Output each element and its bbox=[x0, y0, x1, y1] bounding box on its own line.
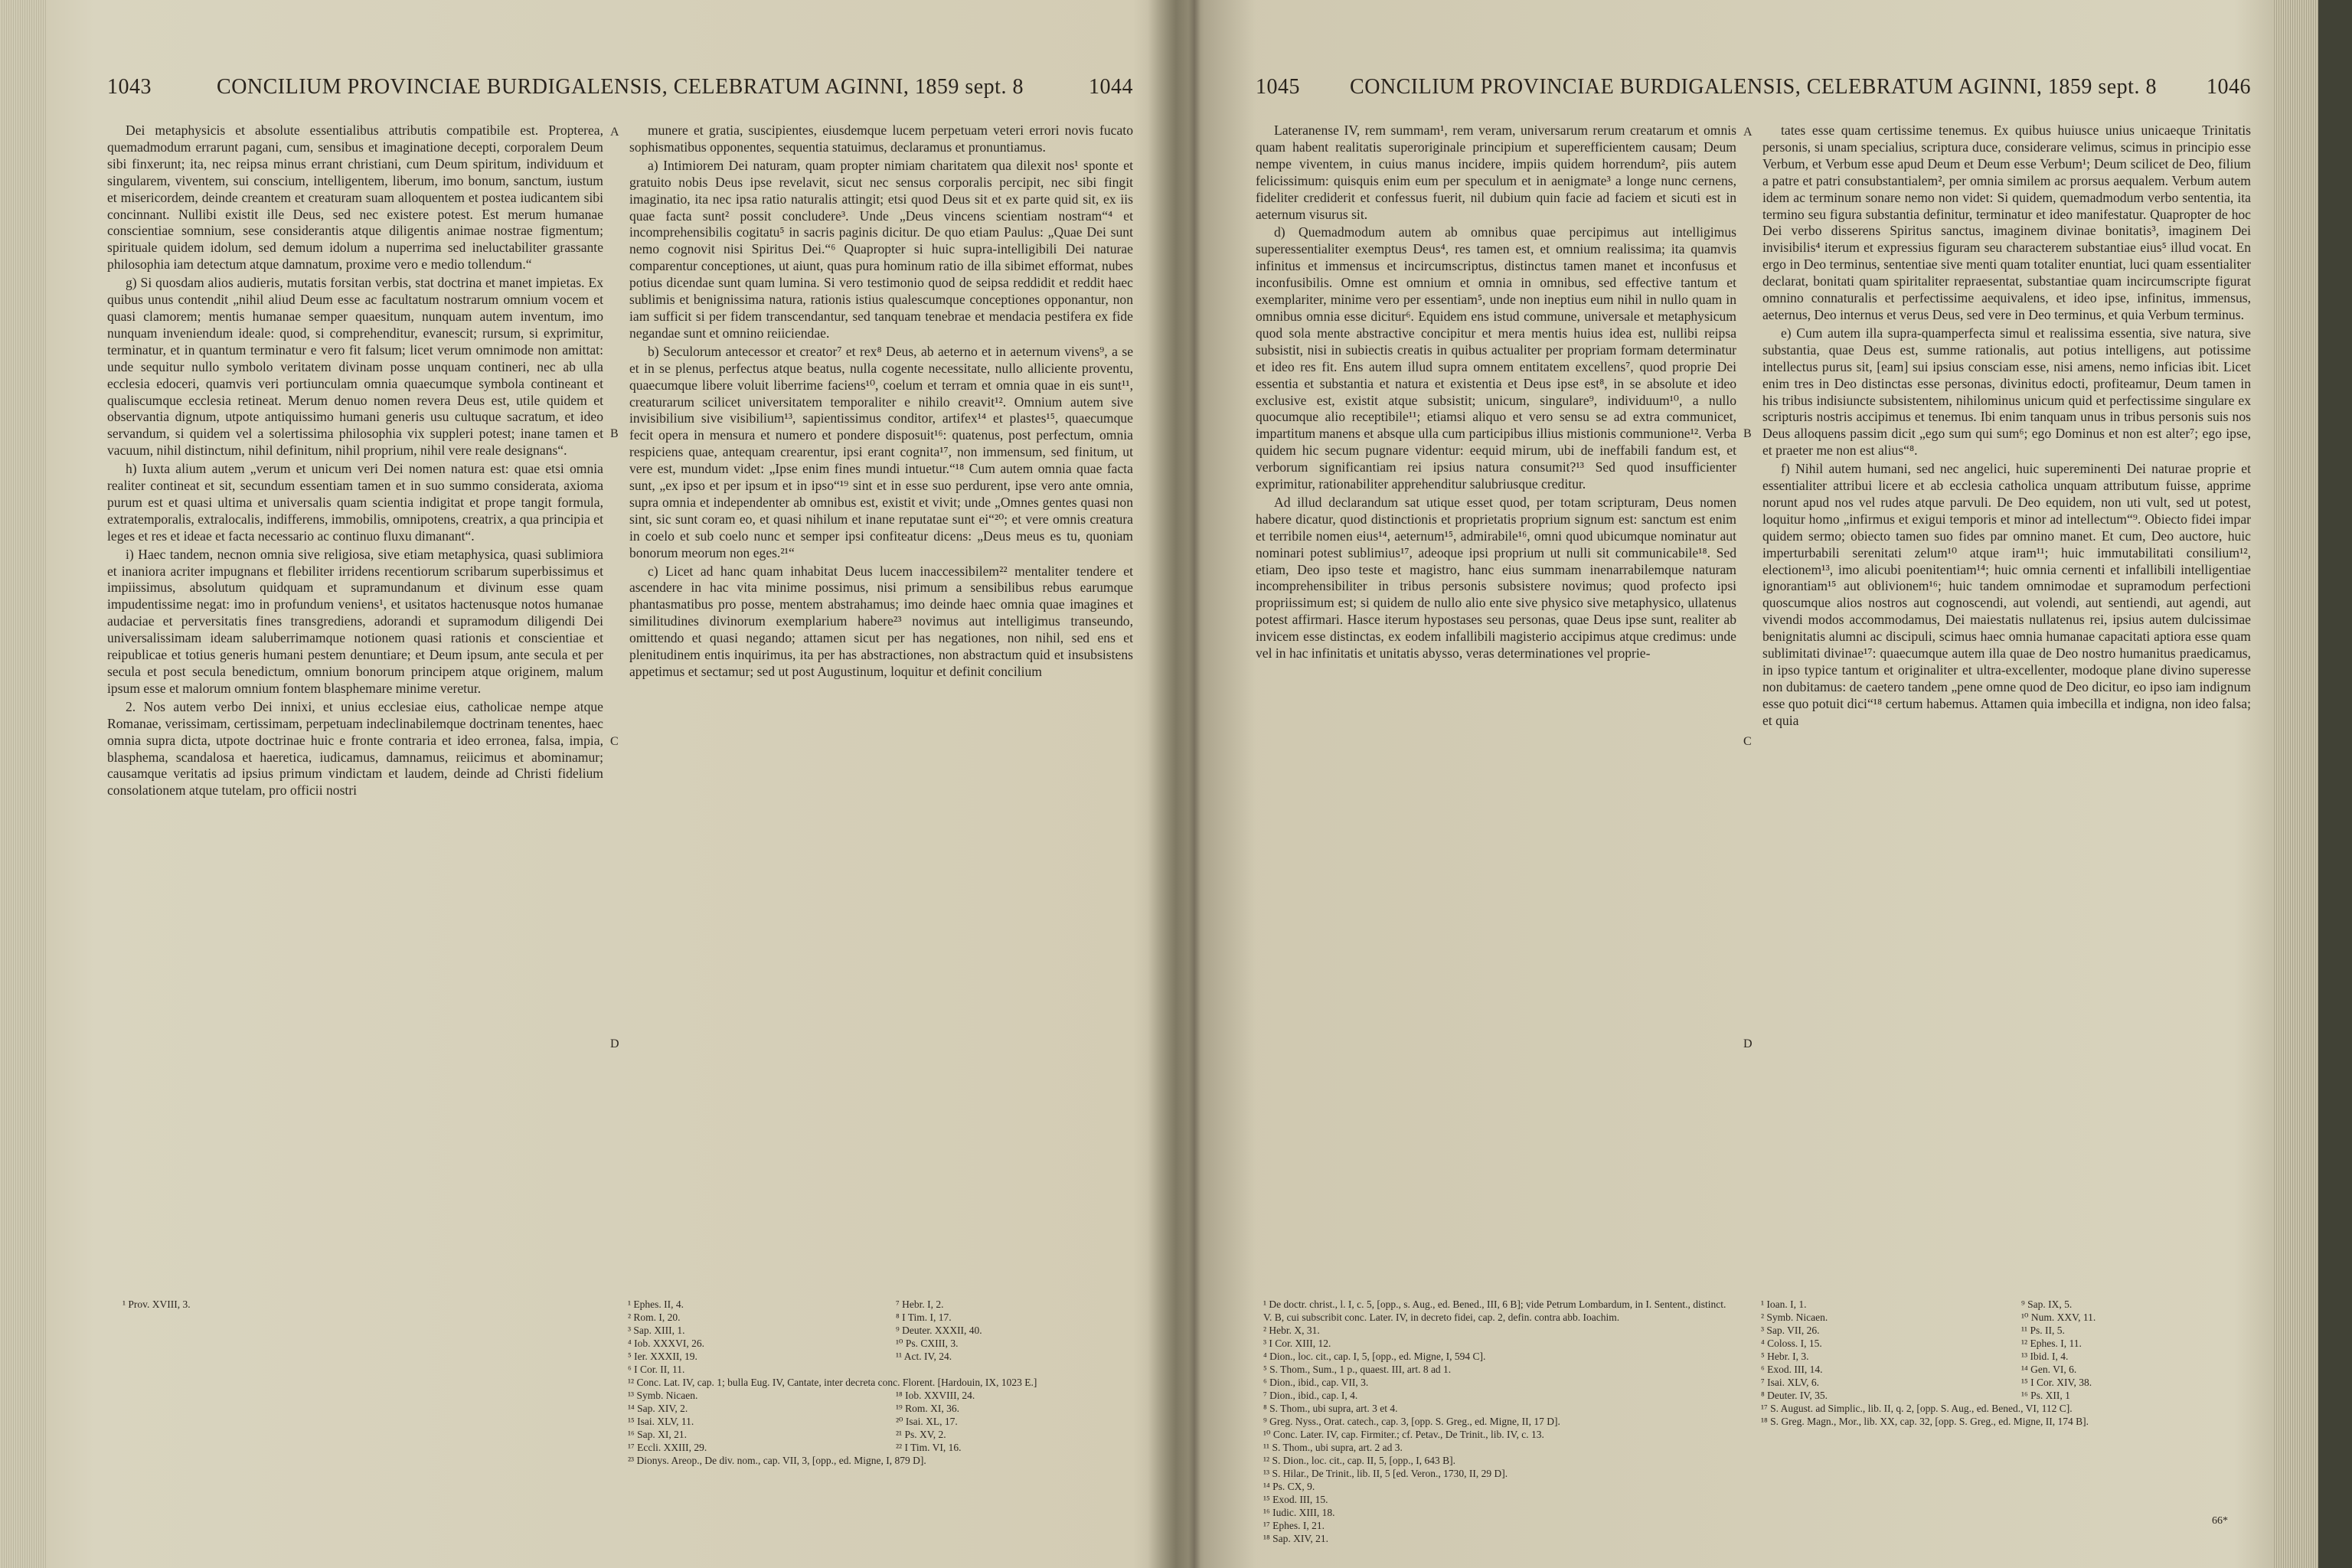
footnote: ⁶ I Cor. II, 11. bbox=[628, 1364, 685, 1375]
footnote: ¹⁸ Sap. XIV, 21. bbox=[1263, 1533, 1329, 1544]
footnote: ¹⁶ Ps. XII, 1 bbox=[2021, 1390, 2070, 1401]
paragraph: f) Nihil autem humani, sed nec angelici, huic supereminenti Dei naturae proprie et essentialiter attribui licere et ab ecclesia catholica unquam attributum fuisse, apprime norunt apud nos vel rudes atque parvuli. De Deo equidem, non uti vult, sed ut potest, loquitur homo „infirmus et exigui temporis et minor ad intellectum“⁹. Obiecto fidei impar quidem sermo; obiecto tamen suo fides par omnino manet. Et cum, Deo auctore, huic imperturbabili serenitati zelum¹⁰ atque iram¹¹; huic immutabilitati consilium¹², electionem¹³, imo alicubi poenitentiam¹⁴; huic omnia cernenti et infallibili intelligentiae ignorantiam¹⁵ aut oblivionem¹⁶; huic tandem omnimodae et supramodum perfectioni quoscumque alios nostros aut cognoscendi, aut volendi, aut sentiendi, aut agendi, aut vivendi modos accommodamus, Dei maiestatis nullatenus rei, ipsius autem dulcissimae benignitatis alumni ac discipuli, scimus haec omnia humanae capacitati aptiora esse quam sublimitati divinae¹⁷: quaecumque autem illa quae de Deo nostro humanitus praedicamus, in ipso typice tantum et originaliter et ultra-excellenter, modoque plane divino superesse non dubitamus: de caetero tandem „pene omne quod de Deo dicitur, eo ipso iam indignum esse quo potuit dici“¹⁸ certum habemus. Attamen quia imbecilla et indigna, non ideo falsa; et quia bbox=[1762, 461, 2251, 728]
footnote: ⁵ S. Thom., Sum., 1 p., quaest. III, art. 8 ad 1. bbox=[1263, 1364, 1452, 1375]
footnote: ⁹ Deuter. XXXII, 40. bbox=[896, 1325, 982, 1336]
book-gutter bbox=[1133, 0, 1256, 1568]
footnote: ¹⁶ Iudic. XIII, 18. bbox=[1263, 1507, 1335, 1518]
margin-letter: C bbox=[610, 735, 619, 748]
paragraph: c) Licet ad hanc quam inhabitat Deus lucem inaccessibilem²² mentaliter tendere et ascendere in hac vita minime possimus, nisi primum a sensibilibus rebus earumque phantasmatibus pro posse, mentem abstrahamus; imo deinde haec omnia quae imagines et similitudines divinorum exemplarium habere²³ novimus aut intelligimus transeundo, omittendo et quasi negando; attamen sicut per has negationes, non nihil, sed ens et plenitudinem entis inquirimus, ita per has abstractiones, non abstractum quid et insubsistens appetimus et sectamur; sed ut post Augustinum, loquitur et definit concilium bbox=[629, 563, 1133, 679]
footnote: ⁵ Ier. XXXII, 19. bbox=[628, 1351, 697, 1362]
footnote: ¹⁵ Isai. XLV, 11. bbox=[628, 1416, 694, 1427]
margin-letter: B bbox=[1743, 427, 1752, 440]
footnote: ¹¹ S. Thom., ubi supra, art. 2 ad 3. bbox=[1263, 1442, 1403, 1453]
footnote: ¹ Prov. XVIII, 3. bbox=[122, 1298, 191, 1310]
footnote: ⁸ S. Thom., ubi supra, art. 3 et 4. bbox=[1263, 1403, 1398, 1414]
margin-letter: C bbox=[1743, 735, 1752, 748]
page-number: 1044 bbox=[1089, 75, 1133, 99]
page-stack-right-edge bbox=[2272, 0, 2318, 1568]
margin-letter: D bbox=[610, 1037, 619, 1050]
footnote: ⁴ Coloss. I, 15. bbox=[1761, 1338, 1822, 1349]
paragraph: h) Iuxta alium autem „verum et unicum veri Dei nomen natura est: quae etsi omnia realiter contineat et sit, secundum essentiam tamen et in suo summo considerata, axioma purum est et quasi ultima et universalis quam scientia indigitat et prope tangit formula, extratemporalis, extralocalis, indifferens, immobilis, omnipotens, creatrix, a qua principia et leges et res et ideae et facta necessario ac continuo fluxu dimanant“. bbox=[107, 461, 604, 544]
page-stack-left-edge bbox=[0, 0, 46, 1568]
footnote: ¹² Ephes. I, 11. bbox=[2021, 1338, 2082, 1349]
footnote: ¹⁴ Gen. VI, 6. bbox=[2021, 1364, 2077, 1375]
book-cover-edge bbox=[2318, 0, 2352, 1568]
margin-letter: D bbox=[1743, 1037, 1753, 1050]
footnote: ²¹ Ps. XV, 2. bbox=[896, 1429, 946, 1440]
footnote: ¹³ Symb. Nicaen. bbox=[628, 1390, 698, 1401]
running-title: CONCILIUM PROVINCIAE BURDIGALENSIS, CELEBRATUM AGINNI, 1859 sept. 8 bbox=[217, 75, 1024, 99]
footnote: ²³ Dionys. Areop., De div. nom., cap. VII, 3, [opp., ed. Migne, I, 879 D]. bbox=[628, 1455, 926, 1466]
footnote: ¹⁹ Rom. XI, 36. bbox=[896, 1403, 960, 1414]
running-title: CONCILIUM PROVINCIAE BURDIGALENSIS, CELEBRATUM AGINNI, 1859 sept. 8 bbox=[1350, 75, 2157, 99]
text-column-2 bbox=[629, 122, 1133, 1286]
right-page bbox=[1256, 61, 2251, 1544]
footnote: ¹² Conc. Lat. IV, cap. 1; bulla Eug. IV, Cantate, inter decreta conc. Florent. [Hardouin, IX, 1023 E.] bbox=[628, 1377, 1037, 1388]
footnote: ⁶ Exod. III, 14. bbox=[1761, 1364, 1823, 1375]
footnote: ² Symb. Nicaen. bbox=[1761, 1312, 1828, 1323]
footnotes-column-2 bbox=[628, 1298, 1133, 1527]
footnotes-column-1 bbox=[1263, 1298, 1730, 1544]
margin-letter: A bbox=[610, 126, 619, 139]
page-number: 1046 bbox=[2207, 75, 2251, 99]
paragraph: g) Si quosdam alios audieris, mutatis forsitan verbis, stat doctrina et manet impietas. Ex quibus unus contendit „nihil aliud Deum esse ac facultatum nostrarum omnium vocem et quasi clamorem; mentis humanae semper quaesitum, nunquam autem inventum, imo nunquam inveniendum ideale: quod, si comprehenditur, evanescit; rursum, si exprimitur, terminatur, et in quantum terminatur e vero fit falsum; licet verum omnimode non amittat: unde sequitur nullo symbolo veritatem divinam posse unquam contineri, nec ab ulla ecclesia edoceri, quamvis veri portiunculam omnia quaecumque symbola contineant et qualiscumque ecclesia retineat. Merum denuo nomen revera Deus est, utile quidem et observantia dignum, utpote antiquissimo humani generis usu cultuque sacratum, et ideo servandum, si quidem vel a solertissima philosophia vix suppleri potest; inane tamen et vacuum, nihil distinctum, nihil definitum, nihil proprium, nihil vere reale designans“. bbox=[107, 275, 603, 459]
text-column-2 bbox=[1762, 122, 2251, 1286]
footnote: ¹⁰ Num. XXV, 11. bbox=[2021, 1312, 2096, 1323]
paragraph: Ad illud declarandum sat utique esset quod, per totam scripturam, Deus nomen habere dicatur, quod distinctionis et proprietatis proprium signum est: sanctum est enim et terribile nomen eius¹⁴, aeternum¹⁵, admirabile¹⁶, omni quod ubicumque nominatur aut nominari potest sublimius¹⁷, adeoque ipsi proprium ut nulli sit communicabile¹⁸. Sed etiam, Deo ipso teste et magistro, hanc eius summam inenarrabilemque naturam incomprehensibiliter in tribus personis subsistere novimus; quod profecto ipsi propriissimum est; si quidem de nullo alio ente sive physico sive metaphysico, ullatenus potest affirmari. Hasce iterum hypostases seu personas, quae Deus ipse sunt, realiter ab invicem esse distinctas, ex eodem infallibili magisterio accipimus atque credimus: unde vel in hac infinitatis et unitatis abysso, veras determinationes vel proprie- bbox=[1256, 494, 1736, 662]
margin-letter: A bbox=[1743, 126, 1753, 139]
footnote: ⁸ Deuter. IV, 35. bbox=[1761, 1390, 1828, 1401]
footnote: ¹³ S. Hilar., De Trinit., lib. II, 5 [ed. Veron., 1730, II, 29 D]. bbox=[1263, 1468, 1508, 1479]
page-number: 1045 bbox=[1256, 75, 1300, 99]
paragraph: e) Cum autem illa supra-quamperfecta simul et realissima essentia, sive natura, sive substantia, quae Deus est, summe rationalis, aut potius intelligens, aut potissime intellectus purus sit, [eam] sui ipsius consciam esse, nisi amens, nemo inficias ibit. Licet enim tres in Deo distinctas esse personas, divinitus edocti, profiteamur, Deum tamen in his tribus indisiuncte subsistentem, nihilominus unicum quid et perfectissime singulare ex scripturis nostris accipimus et tenemus. Ibi enim tanquam unus in tribus personis suis nos Deus alloquens passim dicit „ego sum qui sum⁶; ego Dominus et non est alter⁷; ego ipse, et praeter me non est alius“⁸. bbox=[1762, 325, 2251, 459]
footnote: ²⁰ Isai. XL, 17. bbox=[896, 1416, 958, 1427]
paragraph: munere et gratia, suscipientes, eiusdemque lucem perpetuam veteri errori novis fucato sophismatibus opponentes, sequentia statuimus, declaramus et pronuntiamus. bbox=[629, 122, 1133, 155]
text-column-1 bbox=[107, 122, 603, 1286]
footnote: ²² I Tim. VI, 16. bbox=[896, 1442, 962, 1453]
paragraph: Lateranense IV, rem summam¹, rem veram, universarum rerum creatarum et omnis quam habent realitatis superoriginale principium et superefficientem causam; Deum nempe viventem, in cuius manus incidere, impiis quidem horrendum², piis autem felicissimum: quisquis enim eum per speculum et in aenigmate³ a longe nunc cernens, fideliter crediderit et confessus fuerit, nil dubium quin facie ad faciem et sicuti est in aeternum visurus sit. bbox=[1256, 122, 1736, 222]
footnote: ¹⁰ Conc. Later. IV, cap. Firmiter.; cf. Petav., De Trinit., lib. IV, c. 13. bbox=[1263, 1429, 1544, 1440]
footnote: ¹⁸ Iob. XXVIII, 24. bbox=[896, 1390, 975, 1401]
left-page bbox=[107, 61, 1133, 1539]
footnote: ¹ De doctr. christ., l. I, c. 5, [opp., s. Aug., ed. Bened., III, 6 B]; vide Petrum Lombardum, in I. Sentent., distinct. V. B, cui subscribit conc. Later. IV, in decreto fidei, cap. 2, defin. contra abb. Ioachim. bbox=[1263, 1298, 1726, 1323]
paragraph: d) Quemadmodum autem ab omnibus quae percipimus aut intelligimus superessentialiter exemptus Deus⁴, res tamen est, et omnium realissima; ita quamvis infinitus et immensus et incircumscriptus, distinctus tamen manet et inconfusus et inconfusibilis. Omne est omnium et omnia in omnibus, sed effective tantum et exemplariter, minime vero per essentiam⁵, unde non ineptius eum nihil in nullo quam in omnibus omnia esse dicitur⁶. Equidem ens istud commune, universale et metaphysicum quod sola mente abstractive concipitur et mera mentis huius idea est, nullibi reipsa subsistit, nisi in subiectis creatis in quibus actualiter per propriam formam determinatur et ideo res fit. Ens autem illud supra omnem entitatem excellens⁷, quod proprie Dei essentia et substantia et natura et existentia et Deus ipse est⁸, in se absolute et ideo exclusive est, existit atque subsistit; unicum, singulare⁹, individuum¹⁰, a nullo quocumque alio receptibile¹¹; etiamsi aliquo et vero sensu se ad extra communicet, impartitum manens et absque ulla cum participibus illius mistionis communione¹². Verba quidem hic secum pugnare videntur: eequid mirum, ubi de ineffabili fandum est, et verborum significantiam rei ipsius natura consumit?¹³ Sed quod insufficienter exprimitur, rationabiliter apprehenditur salubriusque creditur. bbox=[1256, 224, 1736, 492]
paragraph: tates esse quam certissime tenemus. Ex quibus huiusce unius unicaeque Trinitatis personis, si unam specialius, scriptura duce, considerare velimus, scimus in principio esse Verbum, et Verbum esse apud Deum et Deum esse Verbum¹; Deum scilicet de Deo, filium a patre et patri consubstantialem², per omnia similem ac prorsus aequalem. Verbum autem idem ac terminum sonare nemo non videt: Si quidem, quemadmodum verbo sententia, ita termino seu figura substantia definitur, terminatur et ideo manifestatur. Quapropter de hoc Dei verbo disserens Spiritus sanctus, imaginem divinae bonitatis³, imaginem Dei invisibilis⁴ iterum et expressius figuram seu characterem substantiae eius⁵ illud vocat. En ergo in Deo terminus, sententiae sive menti quam totaliter enuntiat, luci quam essentialiter declarat, bonitati quam spiritaliter repraesentat, substantiae quam incircumscripte figurat omnino connaturalis et perfectissime aequivalens, et ideo ipse, infinitus, immensus, aeternus, Deo internus et verus Deus, sed vere in Deo terminus, et quia Verbum terminus. bbox=[1762, 122, 2251, 322]
paragraph: i) Haec tandem, necnon omnia sive religiosa, sive etiam metaphysica, quasi sublimiora et inaniora acriter impugnans et flebiliter irridens recentiorum scribarum superbissimus et impiissimus, absolutum quidquam et supramundanum et divinum esse quam impudentissime negat: imo in profundum veniens¹, et usitatos hactenusque notos humanae audaciae et perversitatis fines transgrediens, adorandi et supramodum diligendi Dei universalissimam ideam saluberrimamque notionem quasi rationis et conscientiae et reipublicae et totius generis humani pestem denuntiare; et Deum ipsum, ante secula et per secula et post secula benedictum, omnium bonorum principem atque originem, malum ipsum esse et malorum omnium fontem blasphemare minime veretur. bbox=[107, 546, 603, 696]
footnotes-left bbox=[107, 1298, 1133, 1527]
footnote: ¹ Ephes. II, 4. bbox=[628, 1298, 684, 1310]
footnote: ¹³ Ibid. I, 4. bbox=[2021, 1351, 2069, 1362]
paragraph: b) Seculorum antecessor et creator⁷ et rex⁸ Deus, ab aeterno et in aeternum vivens⁹, a se et in se plenus, perfectus atque beatus, nulla cogente necessitate, nullo alliciente proventu, quaecumque libere voluit liberrime faciens¹⁰, coelum et terram et omnia quae in eis sunt¹¹, creaturarum scilicet universitatem temporaliter e nihilo creavit¹². Omnium autem sive invisibilium sive visibilium¹³, sapientissimus conditor, artifex¹⁴ et plastes¹⁵, quaecumque fecit opera in mensura et numero et pondere disposuit¹⁶: quatenus, post perfectum, omnia respiciens quae, antequam crearentur, ipsi erant cognita¹⁷, non immensum, sed finitum, ut vere est, mundum videt: „Ipse enim fines mundi intuetur.“¹⁸ Cum autem omnia quae facta sunt, „ex ipso et per ipsum et in ipso“¹⁹ sint et in esse suo perdurent, ipse vero ante omnia, supra omnia et independenter ab omnibus est, existit et vivit; unde „Omnes gentes quasi non sint, sic sunt coram eo, et quasi nihilum et inane reputatae sunt ei“²⁰; et vere omnis creatura in coelo et sub coelo nunc et semper ipsi confiteatur dicens: „Deus meus es tu, quoniam bonorum meorum non eges.²¹“ bbox=[629, 343, 1133, 560]
footnote: ⁹ Sap. IX, 5. bbox=[2021, 1298, 2073, 1310]
footnote: ⁷ Dion., ibid., cap. I, 4. bbox=[1263, 1390, 1358, 1401]
footnote: ² Hebr. X, 31. bbox=[1263, 1325, 1320, 1336]
footnote: ⁵ Hebr. I, 3. bbox=[1761, 1351, 1809, 1362]
paragraph: Dei metaphysicis et absolute essentialibus attributis compatibile est. Propterea, quemadmodum errarunt pagani, cum, sensibus et imaginatione decepti, corporalem Deum sibi finxerunt; ita, nec reipsa minus errant christiani, cum Deum spiritum, individuum et singularem, viventem, sui conscium, intelligentem, liberum, imo bonum, sanctum, iustum et misericordem, deinde creantem et creaturam suam alloquentem et postea iudicantem sibi concinnant. Nullibi existit ille Deus, sed nec existere potest. Est merum humanae conscientiae somnium, sese considerantis atque diligentis animae nostrae figmentum; spirituale quidem idolum, sed demum idolum a nuperrima sed ineluctabiliter grassante philosophia iam detectum atque damnatum, proxime vero e medio tollendum.“ bbox=[107, 122, 603, 273]
footnote: ⁴ Dion., loc. cit., cap. I, 5, [opp., ed. Migne, I, 594 C]. bbox=[1263, 1351, 1486, 1362]
footnote: ¹¹ Ps. II, 5. bbox=[2021, 1325, 2065, 1336]
footnote: ¹⁴ Ps. CX, 9. bbox=[1263, 1481, 1315, 1492]
paragraph: a) Intimiorem Dei naturam, quam propter nimiam charitatem qua dilexit nos¹ sponte et gratuito nobis Deus ipse revelavit, sicut nec sensus corporalis percipit, nec sibi fingit imaginatio, ita nec ipsa ratio naturalis attingit; etsi quod Deus sit et ex parte quid sit, ex iis quae facta sunt² possit concludere³. Unde „Deus vincens scientiam nostram“⁴ et incomprehensibilis cogitatu⁵ in sacris paginis dicitur. De quo etiam Paulus: „Quae Dei sunt nemo cognovit nisi Spiritus Dei.“⁶ Quapropter si huic supra-intelligibili Dei naturae comparentur conceptiones, ut aiunt, quas pura hominum ratio de illa sibimet efformat, nubes potius dicendae sunt quam lumina. Si vero testimonio quod de seipsa reddidit et reddit haec sublimis et benignissima natura, rationis istius qualescumque conceptiones opponantur, non iam sufficit si per fidem transcendantur, sed tanquam tenebrae et mendacia pestifera ex fide negandae sunt et omnino reiiciendae. bbox=[629, 157, 1133, 341]
paragraph: 2. Nos autem verbo Dei innixi, et unius ecclesiae eius, catholicae nempe atque Romanae, verissimam, certissimam, perpetuam indeclinabilemque doctrinam tenentes, haec omnia supra dicta, utpote doctrinae huic e fronte contraria et ideo erronea, falsa, impia, blasphema, scandalosa et haeretica, iudicamus, damnamus, reiicimus et abominamur; causamque veritatis ad ipsius primum vindictam et laudem, deinde ad Christi fidelium consolationem atque tutelam, pro officii nostri bbox=[107, 698, 603, 799]
footnote: ⁹ Greg. Nyss., Orat. catech., cap. 3, [opp. S. Greg., ed. Migne, II, 17 D]. bbox=[1263, 1416, 1560, 1427]
footnote: ² Rom. I, 20. bbox=[628, 1312, 681, 1323]
footnote: ⁷ Isai. XLV, 6. bbox=[1761, 1377, 1819, 1388]
running-head-left bbox=[107, 75, 1133, 106]
footnote: ³ I Cor. XIII, 12. bbox=[1263, 1338, 1331, 1349]
text-column-1 bbox=[1256, 122, 1736, 1286]
footnote: ¹¹ Act. IV, 24. bbox=[896, 1351, 952, 1362]
page-number: 1043 bbox=[107, 75, 152, 99]
footnote: ⁴ Iob. XXXVI, 26. bbox=[628, 1338, 704, 1349]
running-head-right bbox=[1256, 75, 2251, 106]
footnote: ⁷ Hebr. I, 2. bbox=[896, 1298, 944, 1310]
footnote: ¹² S. Dion., loc. cit., cap. II, 5, [opp., I, 643 B]. bbox=[1263, 1455, 1456, 1466]
footnotes-column-1 bbox=[122, 1298, 582, 1527]
footnote: ¹⁷ S. August. ad Simplic., lib. II, q. 2, [opp. S. Aug., ed. Bened., VI, 112 C]. bbox=[1761, 1403, 2073, 1414]
footnote: ¹⁸ S. Greg. Magn., Mor., lib. XX, cap. 32, [opp. S. Greg., ed. Migne, II, 174 B]. bbox=[1761, 1416, 2089, 1427]
footnote: ¹⁷ Eccli. XXIII, 29. bbox=[628, 1442, 707, 1453]
footnote: ¹⁰ Ps. CXIII, 3. bbox=[896, 1338, 959, 1349]
signature-mark: 66* bbox=[2212, 1515, 2228, 1527]
footnotes-column-2 bbox=[1761, 1298, 2251, 1527]
footnote: ³ Sap. XIII, 1. bbox=[628, 1325, 685, 1336]
footnote: ³ Sap. VII, 26. bbox=[1761, 1325, 1820, 1336]
footnote: ¹⁵ I Cor. XIV, 38. bbox=[2021, 1377, 2092, 1388]
footnotes-right bbox=[1256, 1298, 2251, 1544]
footnote: ¹⁴ Sap. XIV, 2. bbox=[628, 1403, 688, 1414]
margin-letter: B bbox=[610, 427, 619, 440]
footnote: ¹ Ioan. I, 1. bbox=[1761, 1298, 1807, 1310]
footnote: ⁸ I Tim. I, 17. bbox=[896, 1312, 952, 1323]
footnote: ¹⁷ Ephes. I, 21. bbox=[1263, 1520, 1325, 1531]
footnote: ⁶ Dion., ibid., cap. VII, 3. bbox=[1263, 1377, 1369, 1388]
footnote: ¹⁵ Exod. III, 15. bbox=[1263, 1494, 1328, 1505]
footnote: ¹⁶ Sap. XI, 21. bbox=[628, 1429, 687, 1440]
